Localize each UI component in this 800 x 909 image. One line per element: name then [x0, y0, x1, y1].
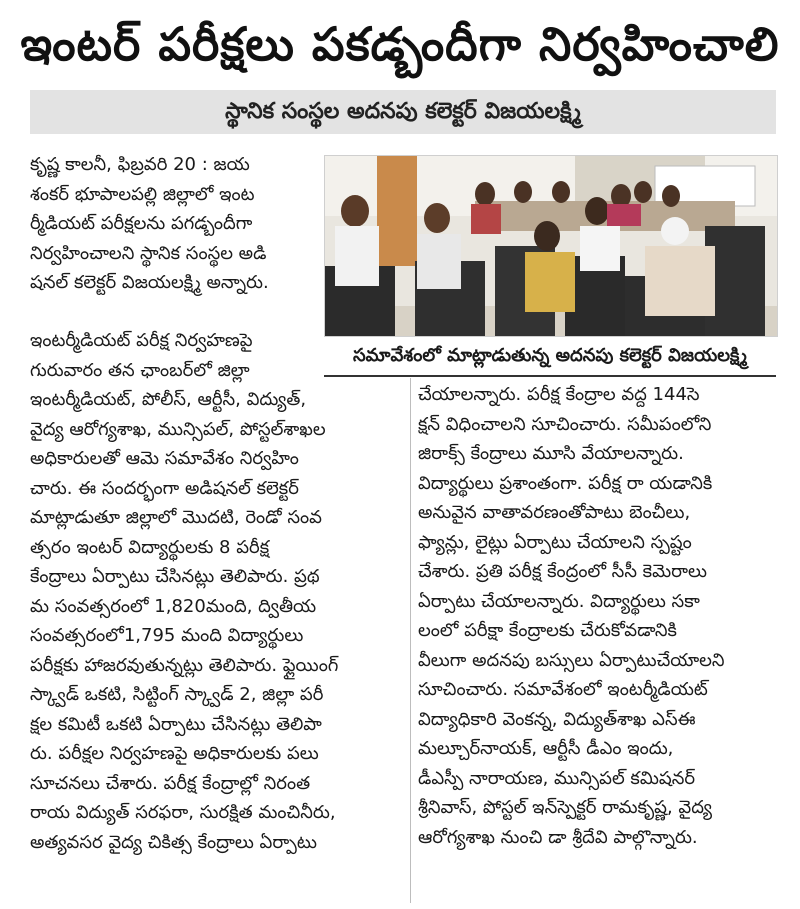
article-line: చారు. ఈ సందర్భంగా అడిషనల్ కలెక్టర్ — [30, 477, 299, 499]
article-line: కేంద్రాలు ఏర్పాటు చేసినట్లు తెలిపారు. ప్రథ — [30, 566, 320, 587]
article-column-left — [30, 326, 402, 857]
article-line: మల్చూర్‌నాయక్, ఆర్టీసీ డీఎం ఇందు, — [418, 738, 674, 759]
article-line: రు. పరీక్షల నిర్వహణపై అధికారులకు పలు — [30, 743, 319, 764]
article-column-left-top — [30, 150, 318, 298]
article-line: రాయ విద్యుత్ సరఫరా, సురక్షిత మంచినీరు, — [30, 802, 336, 823]
headline: ఇంటర్ పరీక్షలు పకడ్బందీగా నిర్వహించాలి — [20, 17, 780, 71]
article-line: ర్మీడియట్ పరీక్షలను పగడ్బందీగా — [30, 213, 253, 234]
article-line: అత్యవసర వైద్య చికిత్స కేంద్రాలు ఏర్పాటు — [30, 831, 317, 853]
meeting-photo-icon — [325, 156, 777, 336]
article-line: లంలో పరీక్షా కేంద్రాలకు చేరుకోవడానికి — [418, 620, 677, 641]
article-line: కృష్ణ కాలనీ, ఫిబ్రవరి 20 : జయ — [30, 154, 250, 175]
article-line: విద్యార్థులు ప్రశాంతంగా. పరీక్ష రా యడానికి — [418, 472, 713, 494]
article-line: స్క్వాడ్ ఒకటి, సిట్టింగ్ స్క్వాడ్ 2, జిల్లా పరీ — [30, 684, 324, 705]
article-line: వైద్య ఆరోగ్యశాఖ, మున్సిపల్, పోస్టల్‌శాఖల — [30, 418, 326, 440]
article-line: క్షల కమిటీ ఒకటి ఏర్పాటు చేసినట్లు తెలిపా — [30, 713, 322, 735]
column-divider — [410, 378, 411, 903]
article-line: ఆరోగ్యశాఖ నుంచి డా శ్రీదేవి పాల్గొన్నారు. — [418, 826, 698, 848]
article-line: అనువైన వాతావరణంతోపాటు బెంచీలు, — [418, 502, 691, 523]
article-line: గురువారం తన ఛాంబర్‌లో జిల్లా — [30, 359, 250, 381]
article-line: త్సరం ఇంటర్ విద్యార్థులకు 8 పరీక్ష — [30, 536, 270, 558]
article-line: అధికారులతో ఆమె సమావేశం నిర్వహిం — [30, 448, 299, 469]
subheadline: స్థానిక సంస్థల అదనపు కలెక్టర్ విజయలక్ష్మి — [30, 90, 776, 134]
article-line: మాట్లాడుతూ జిల్లాలో మొదటి, రెండో సంవ — [30, 507, 322, 528]
article-line: చేశారు. ప్రతి పరీక్ష కేంద్రంలో సీసీ కెమెరాలు — [418, 561, 707, 582]
article-line: పరీక్షకు హాజరవుతున్నట్లు తెలిపారు. ఫ్లైయింగ్ — [30, 654, 339, 676]
article-line: క్షన్ విధించాలని సూచించారు. సమీపంలోని — [418, 413, 712, 435]
article-line: మ సంవత్సరంలో 1,820మంది, ద్వితీయ — [30, 595, 317, 617]
article-line: శంకర్ భూపాలపల్లి జిల్లాలో ఇంట — [30, 183, 255, 205]
article-line: జిరాక్స్ కేంద్రాలు మూసి వేయాలన్నారు. — [418, 443, 684, 464]
article-line: ఇంటర్మీడియట్ పరీక్ష నిర్వహణపై — [30, 330, 253, 351]
article-line: డీఎస్పీ నారాయణ, మున్సిపల్ కమిషనర్ — [418, 767, 696, 789]
article-line: నిర్వహించాలని స్థానిక సంస్థల అడి — [30, 242, 267, 264]
article-line: సంవత్సరంలో1,795 మంది విద్యార్థులు — [30, 625, 304, 646]
article-line: విద్యాధికారి వెంకన్న, విద్యుత్‌శాఖ ఎస్ఈ — [418, 708, 696, 730]
article-line: సూచనలు చేశారు. పరీక్ష కేంద్రాల్లో నిరంత — [30, 772, 311, 794]
photo-caption: సమావేశంలో మాట్లాడుతున్న అదనపు కలెక్టర్ విజయలక్ష్మి — [324, 337, 776, 377]
article-line: ఫ్యాన్లు, లైట్లు ఏర్పాటు చేయాలని స్పష్టం — [418, 531, 692, 553]
article-column-right — [418, 380, 778, 852]
article-line: ఇంటర్మీడియట్, పోలీస్, ఆర్టీసీ, విద్యుత్, — [30, 389, 307, 410]
article-line: చేయాలన్నారు. పరీక్ష కేంద్రాల వద్ద 144సె — [418, 384, 700, 405]
article-line: సూచించారు. సమావేశంలో ఇంటర్మీడియట్ — [418, 679, 708, 700]
article-line: షనల్ కలెక్టర్ విజయలక్ష్మి అన్నారు. — [30, 272, 269, 293]
meeting-photo — [324, 155, 778, 337]
article-line: ఏర్పాటు చేయాలన్నారు. విద్యార్థులు సకా — [418, 590, 700, 612]
article-line: శ్రీనివాస్, పోస్టల్ ఇన్‌స్పెక్టర్ రామకృష్ణ, వైద్య — [418, 797, 713, 818]
article-line: వీలుగా అదనపు బస్సులు ఏర్పాటుచేయాలని — [418, 649, 725, 671]
